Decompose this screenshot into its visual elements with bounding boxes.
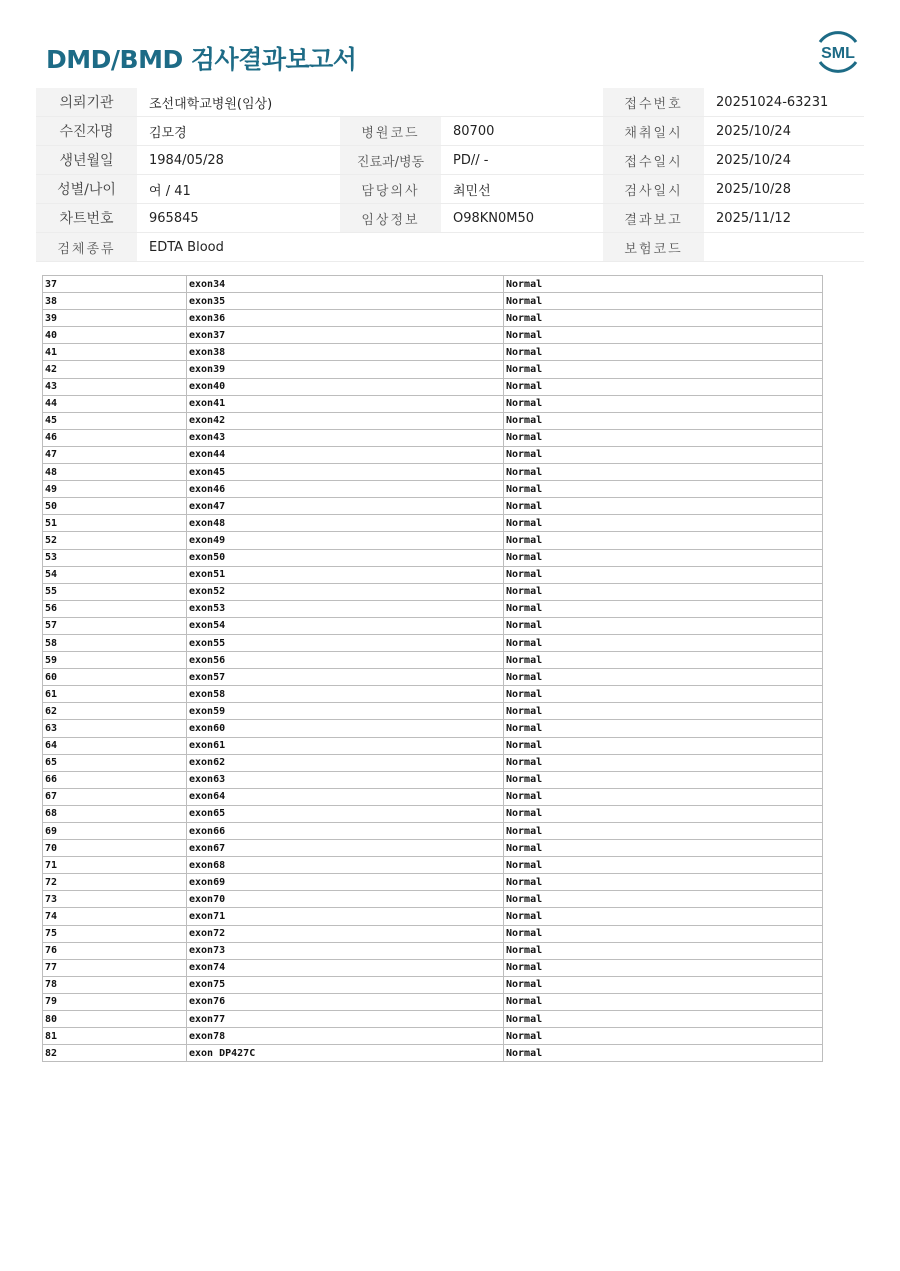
- result-cell: Normal: [504, 686, 823, 703]
- result-cell: Normal: [504, 771, 823, 788]
- table-row: [43, 395, 823, 412]
- result-cell: Normal: [504, 874, 823, 891]
- table-row: [43, 686, 823, 703]
- exon-name-cell: exon55: [187, 634, 504, 651]
- table-row: [43, 429, 823, 446]
- table-row: [43, 857, 823, 874]
- row-number-cell: 73: [43, 891, 187, 908]
- exon-name-cell: exon34: [187, 276, 504, 293]
- collection-date-value: 2025/10/24: [704, 117, 864, 146]
- row-number-cell: 70: [43, 840, 187, 857]
- result-cell: Normal: [504, 276, 823, 293]
- exon-name-cell: exon49: [187, 532, 504, 549]
- table-row: [43, 498, 823, 515]
- exon-name-cell: exon44: [187, 446, 504, 463]
- exon-name-cell: exon76: [187, 993, 504, 1010]
- exon-name-cell: exon36: [187, 310, 504, 327]
- report-title: DMD/BMD 검사결과보고서: [46, 45, 357, 74]
- patient-name-value: 김모경: [137, 117, 340, 146]
- row-number-cell: 64: [43, 737, 187, 754]
- hospital-code-label: 병원코드: [340, 117, 441, 146]
- result-cell: Normal: [504, 327, 823, 344]
- row-number-cell: 47: [43, 446, 187, 463]
- row-number-cell: 65: [43, 754, 187, 771]
- exon-name-cell: exon68: [187, 857, 504, 874]
- row-number-cell: 76: [43, 942, 187, 959]
- result-cell: Normal: [504, 805, 823, 822]
- result-cell: Normal: [504, 840, 823, 857]
- table-row: [43, 891, 823, 908]
- info-row: [36, 233, 864, 262]
- result-cell: Normal: [504, 942, 823, 959]
- result-cell: Normal: [504, 891, 823, 908]
- row-number-cell: 71: [43, 857, 187, 874]
- attending-doctor-label: 담당의사: [340, 175, 441, 204]
- row-number-cell: 46: [43, 429, 187, 446]
- result-cell: Normal: [504, 669, 823, 686]
- result-cell: Normal: [504, 293, 823, 310]
- result-cell: Normal: [504, 720, 823, 737]
- result-cell: Normal: [504, 925, 823, 942]
- exon-name-cell: exon37: [187, 327, 504, 344]
- table-row: [43, 293, 823, 310]
- exon-name-cell: exon63: [187, 771, 504, 788]
- row-number-cell: 77: [43, 959, 187, 976]
- table-row: [43, 993, 823, 1010]
- row-number-cell: 44: [43, 395, 187, 412]
- result-cell: Normal: [504, 1028, 823, 1045]
- table-row: [43, 874, 823, 891]
- exon-name-cell: exon77: [187, 1011, 504, 1028]
- table-row: [43, 703, 823, 720]
- row-number-cell: 56: [43, 600, 187, 617]
- table-row: [43, 737, 823, 754]
- result-cell: Normal: [504, 412, 823, 429]
- table-row: [43, 1011, 823, 1028]
- row-number-cell: 59: [43, 652, 187, 669]
- exon-name-cell: exon61: [187, 737, 504, 754]
- sex-age-value: 여 / 41: [137, 175, 340, 204]
- row-number-cell: 72: [43, 874, 187, 891]
- exon-results-body: [43, 276, 823, 1062]
- attending-doctor-value: 최민선: [441, 175, 603, 204]
- exon-name-cell: exon50: [187, 549, 504, 566]
- requesting-institution-label: 의뢰기관: [36, 88, 137, 117]
- result-cell: Normal: [504, 703, 823, 720]
- table-row: [43, 566, 823, 583]
- result-cell: Normal: [504, 464, 823, 481]
- table-row: [43, 310, 823, 327]
- result-cell: Normal: [504, 515, 823, 532]
- specimen-type-label: 검체종류: [36, 233, 137, 262]
- table-row: [43, 771, 823, 788]
- exon-name-cell: exon54: [187, 617, 504, 634]
- row-number-cell: 43: [43, 378, 187, 395]
- exon-name-cell: exon52: [187, 583, 504, 600]
- exon-name-cell: exon70: [187, 891, 504, 908]
- result-cell: Normal: [504, 634, 823, 651]
- table-row: [43, 327, 823, 344]
- result-cell: Normal: [504, 310, 823, 327]
- exon-name-cell: exon56: [187, 652, 504, 669]
- row-number-cell: 40: [43, 327, 187, 344]
- logo-text: SML: [821, 45, 855, 62]
- table-row: [43, 583, 823, 600]
- table-row: [43, 1045, 823, 1062]
- exon-name-cell: exon43: [187, 429, 504, 446]
- result-cell: Normal: [504, 993, 823, 1010]
- table-row: [43, 959, 823, 976]
- test-date-value: 2025/10/28: [704, 175, 864, 204]
- result-cell: Normal: [504, 344, 823, 361]
- chart-number-value: 965845: [137, 204, 340, 233]
- row-number-cell: 82: [43, 1045, 187, 1062]
- birth-date-label: 생년월일: [36, 146, 137, 175]
- table-row: [43, 976, 823, 993]
- row-number-cell: 66: [43, 771, 187, 788]
- exon-results-table: [42, 275, 823, 1062]
- info-row: [36, 88, 864, 117]
- row-number-cell: 75: [43, 925, 187, 942]
- row-number-cell: 38: [43, 293, 187, 310]
- exon-name-cell: exon71: [187, 908, 504, 925]
- clinical-info-value: O98KN0M50: [441, 204, 603, 233]
- exon-name-cell: exon65: [187, 805, 504, 822]
- exon-name-cell: exon59: [187, 703, 504, 720]
- collection-date-label: 채취일시: [603, 117, 704, 146]
- result-cell: Normal: [504, 361, 823, 378]
- table-row: [43, 720, 823, 737]
- exon-name-cell: exon42: [187, 412, 504, 429]
- table-row: [43, 754, 823, 771]
- table-row: [43, 617, 823, 634]
- exon-name-cell: exon46: [187, 481, 504, 498]
- row-number-cell: 53: [43, 549, 187, 566]
- table-row: [43, 1028, 823, 1045]
- row-number-cell: 39: [43, 310, 187, 327]
- row-number-cell: 57: [43, 617, 187, 634]
- row-number-cell: 51: [43, 515, 187, 532]
- sml-logo: [812, 28, 864, 76]
- exon-name-cell: exon35: [187, 293, 504, 310]
- row-number-cell: 50: [43, 498, 187, 515]
- exon-name-cell: exon51: [187, 566, 504, 583]
- exon-name-cell: exon74: [187, 959, 504, 976]
- exon-name-cell: exon62: [187, 754, 504, 771]
- exon-name-cell: exon48: [187, 515, 504, 532]
- row-number-cell: 68: [43, 805, 187, 822]
- exon-name-cell: exon60: [187, 720, 504, 737]
- result-cell: Normal: [504, 498, 823, 515]
- table-row: [43, 600, 823, 617]
- exon-name-cell: exon57: [187, 669, 504, 686]
- department-value: PD// -: [441, 146, 603, 175]
- row-number-cell: 81: [43, 1028, 187, 1045]
- exon-name-cell: exon DP427C: [187, 1045, 504, 1062]
- table-row: [43, 908, 823, 925]
- row-number-cell: 60: [43, 669, 187, 686]
- row-number-cell: 54: [43, 566, 187, 583]
- department-label: 진료과/병동: [340, 146, 441, 175]
- table-row: [43, 840, 823, 857]
- row-number-cell: 48: [43, 464, 187, 481]
- result-cell: Normal: [504, 652, 823, 669]
- row-number-cell: 80: [43, 1011, 187, 1028]
- exon-name-cell: exon41: [187, 395, 504, 412]
- table-row: [43, 344, 823, 361]
- receipt-number-label: 접수번호: [603, 88, 704, 117]
- exon-name-cell: exon53: [187, 600, 504, 617]
- result-cell: Normal: [504, 549, 823, 566]
- row-number-cell: 78: [43, 976, 187, 993]
- result-cell: Normal: [504, 754, 823, 771]
- result-cell: Normal: [504, 532, 823, 549]
- exon-name-cell: exon66: [187, 823, 504, 840]
- row-number-cell: 37: [43, 276, 187, 293]
- report-date-value: 2025/11/12: [704, 204, 864, 233]
- report-date-label: 결과보고: [603, 204, 704, 233]
- table-row: [43, 481, 823, 498]
- insurance-code-value: [704, 233, 864, 262]
- test-date-label: 검사일시: [603, 175, 704, 204]
- row-number-cell: 58: [43, 634, 187, 651]
- exon-name-cell: exon39: [187, 361, 504, 378]
- row-number-cell: 55: [43, 583, 187, 600]
- row-number-cell: 67: [43, 788, 187, 805]
- result-cell: Normal: [504, 481, 823, 498]
- info-row: [36, 117, 864, 146]
- row-number-cell: 63: [43, 720, 187, 737]
- result-cell: Normal: [504, 908, 823, 925]
- table-row: [43, 412, 823, 429]
- table-row: [43, 652, 823, 669]
- requesting-institution-value: 조선대학교병원(임상): [137, 88, 603, 117]
- result-cell: Normal: [504, 857, 823, 874]
- result-cell: Normal: [504, 378, 823, 395]
- exon-name-cell: exon78: [187, 1028, 504, 1045]
- hospital-code-value: 80700: [441, 117, 603, 146]
- receipt-date-value: 2025/10/24: [704, 146, 864, 175]
- result-cell: Normal: [504, 395, 823, 412]
- row-number-cell: 62: [43, 703, 187, 720]
- result-cell: Normal: [504, 959, 823, 976]
- row-number-cell: 79: [43, 993, 187, 1010]
- row-number-cell: 41: [43, 344, 187, 361]
- row-number-cell: 49: [43, 481, 187, 498]
- specimen-type-value: EDTA Blood: [137, 233, 603, 262]
- exon-name-cell: exon73: [187, 942, 504, 959]
- table-row: [43, 805, 823, 822]
- table-row: [43, 549, 823, 566]
- exon-name-cell: exon67: [187, 840, 504, 857]
- table-row: [43, 378, 823, 395]
- result-cell: Normal: [504, 976, 823, 993]
- table-row: [43, 925, 823, 942]
- result-cell: Normal: [504, 737, 823, 754]
- sex-age-label: 성별/나이: [36, 175, 137, 204]
- table-row: [43, 464, 823, 481]
- result-cell: Normal: [504, 600, 823, 617]
- row-number-cell: 52: [43, 532, 187, 549]
- table-row: [43, 669, 823, 686]
- patient-info-table: [36, 88, 864, 262]
- table-row: [43, 942, 823, 959]
- receipt-number-value: 20251024-63231: [704, 88, 864, 117]
- table-row: [43, 276, 823, 293]
- exon-name-cell: exon64: [187, 788, 504, 805]
- result-cell: Normal: [504, 429, 823, 446]
- insurance-code-label: 보험코드: [603, 233, 704, 262]
- row-number-cell: 74: [43, 908, 187, 925]
- row-number-cell: 61: [43, 686, 187, 703]
- table-row: [43, 788, 823, 805]
- exon-name-cell: exon75: [187, 976, 504, 993]
- exon-name-cell: exon69: [187, 874, 504, 891]
- exon-name-cell: exon45: [187, 464, 504, 481]
- exon-name-cell: exon72: [187, 925, 504, 942]
- table-row: [43, 823, 823, 840]
- row-number-cell: 69: [43, 823, 187, 840]
- result-cell: Normal: [504, 788, 823, 805]
- receipt-date-label: 접수일시: [603, 146, 704, 175]
- result-cell: Normal: [504, 1011, 823, 1028]
- result-cell: Normal: [504, 446, 823, 463]
- patient-name-label: 수진자명: [36, 117, 137, 146]
- clinical-info-label: 임상정보: [340, 204, 441, 233]
- result-cell: Normal: [504, 617, 823, 634]
- table-row: [43, 532, 823, 549]
- result-cell: Normal: [504, 583, 823, 600]
- info-row: [36, 204, 864, 233]
- table-row: [43, 515, 823, 532]
- exon-name-cell: exon47: [187, 498, 504, 515]
- table-row: [43, 361, 823, 378]
- result-cell: Normal: [504, 1045, 823, 1062]
- row-number-cell: 42: [43, 361, 187, 378]
- exon-name-cell: exon38: [187, 344, 504, 361]
- info-row: [36, 146, 864, 175]
- result-cell: Normal: [504, 566, 823, 583]
- result-cell: Normal: [504, 823, 823, 840]
- row-number-cell: 45: [43, 412, 187, 429]
- exon-name-cell: exon58: [187, 686, 504, 703]
- info-row: [36, 175, 864, 204]
- table-row: [43, 446, 823, 463]
- chart-number-label: 차트번호: [36, 204, 137, 233]
- exon-name-cell: exon40: [187, 378, 504, 395]
- birth-date-value: 1984/05/28: [137, 146, 340, 175]
- table-row: [43, 634, 823, 651]
